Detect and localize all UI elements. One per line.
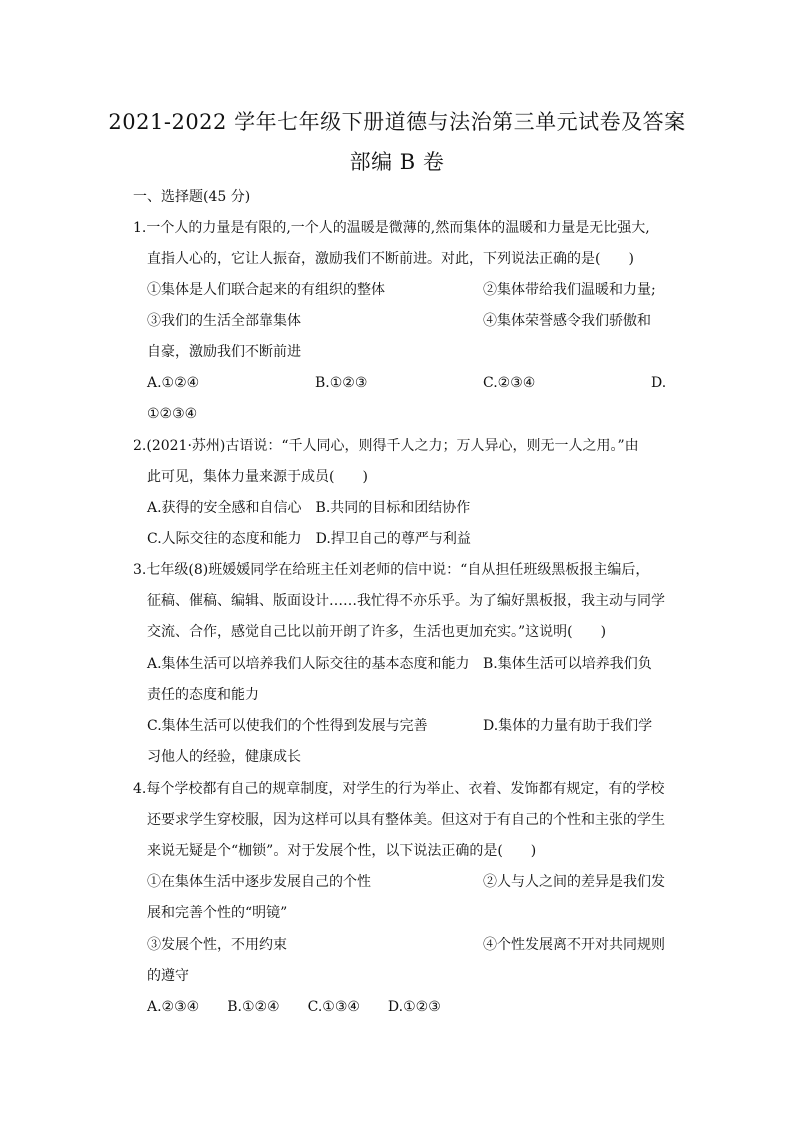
- q2-stem-line1: 2.(2021·苏州)古语说：“千人同心，则得千人之力；万人异心，则无一人之用。”由: [133, 438, 639, 454]
- q3-choice-c: C.集体生活可以使我们的个性得到发展与完善: [147, 718, 428, 734]
- q1-option-1: ①集体是人们联合起来的有组织的整体: [147, 282, 385, 298]
- q2-choices-ab: A.获得的安全感和自信心 B.共同的目标和团结协作: [147, 500, 471, 516]
- q3-choice-a: A.集体生活可以培养我们人际交往的基本态度和能力: [147, 656, 470, 672]
- q4-stem-line3: 来说无疑是个“枷锁”。对于发展个性，以下说法正确的是( ): [147, 843, 537, 859]
- q1-choice-d-label: D.: [651, 375, 667, 391]
- q2-choices-cd: C.人际交往的态度和能力 D.捍卫自己的尊严与利益: [147, 531, 471, 547]
- q2-stem-line2: 此可见，集体力量来源于成员( ): [147, 469, 368, 485]
- q3-stem-line3: 交流、合作，感觉自己比以前开朗了许多，生活也更加充实。”这说明( ): [147, 624, 607, 640]
- q4-option-4: ④个性发展离不开对共同规则: [483, 937, 665, 953]
- q3-stem-line2: 征稿、催稿、编辑、版面设计……我忙得不亦乐乎。为了编好黑板报，我主动与同学: [147, 593, 665, 609]
- section-heading: 一、选择题(45 分): [133, 189, 251, 205]
- q4-option-4-cont: 的遵守: [147, 968, 189, 984]
- q1-choice-a: A.①②④: [147, 375, 200, 391]
- q4-option-1: ①在集体生活中逐步发展自己的个性: [147, 874, 371, 890]
- q1-option-3: ③我们的生活全部靠集体: [147, 313, 301, 329]
- q1-option-4-cont: 自豪，激励我们不断前进: [147, 344, 301, 360]
- q4-stem-line2: 还要求学生穿校服，因为这样可以具有整体美。但这对于有自己的个性和主张的学生: [147, 812, 665, 828]
- q1-choice-c: C.②③④: [483, 375, 536, 391]
- q1-option-4: ④集体荣誉感令我们骄傲和: [483, 313, 651, 329]
- q4-option-2: ②人与人之间的差异是我们发: [483, 874, 665, 890]
- q1-stem-line2: 直指人心的，它让人振奋，激励我们不断前进。对此，下列说法正确的是( ): [147, 251, 634, 267]
- q3-choice-b-cont: 责任的态度和能力: [147, 687, 259, 703]
- document-subtitle: 部编 B 卷: [349, 150, 445, 174]
- q3-choice-d: D.集体的力量有助于我们学: [483, 718, 653, 734]
- q3-choice-b: B.集体生活可以培养我们负: [483, 656, 652, 672]
- q3-choice-d-cont: 习他人的经验，健康成长: [147, 749, 301, 765]
- q4-choices: A.②③④ B.①②④ C.①③④ D.①②③: [147, 999, 441, 1015]
- q1-option-2: ②集体带给我们温暖和力量;: [483, 282, 656, 298]
- q4-option-3: ③发展个性，不用约束: [147, 937, 287, 953]
- q4-option-2-cont: 展和完善个性的“明镜”: [147, 905, 288, 921]
- q1-choice-b: B.①②③: [315, 375, 368, 391]
- document-title: 2021-2022 学年七年级下册道德与法治第三单元试卷及答案: [108, 110, 686, 134]
- q1-stem-line1: 1.一个人的力量是有限的,一个人的温暖是微薄的,然而集体的温暖和力量是无比强大,: [133, 220, 650, 236]
- q4-stem-line1: 4.每个学校都有自己的规章制度，对学生的行为举止、衣着、发饰都有规定，有的学校: [133, 781, 665, 797]
- q1-choice-d-value: ①②③④: [147, 406, 198, 422]
- q3-stem-line1: 3.七年级(8)班媛媛同学在给班主任刘老师的信中说：“自从担任班级黑板报主编后，: [133, 562, 650, 578]
